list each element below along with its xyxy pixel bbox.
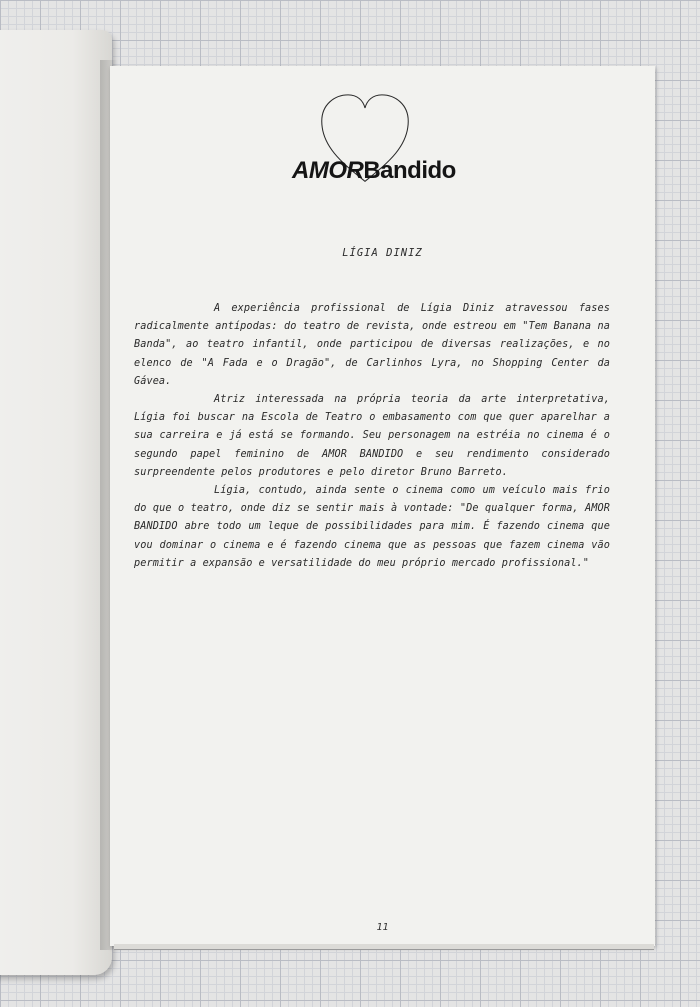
page-number: 11: [376, 922, 389, 933]
logo: [110, 92, 655, 192]
logo-bandido: Bandido: [363, 157, 456, 184]
page-edge: [114, 944, 654, 950]
paragraph: Lígia, contudo, ainda sente o cinema como um veículo mais frio do que o teatro, onde diz se sentir mais à vontade: "De qualquer forma, AMOR BANDIDO abre todo um leque de possibilidades para mim. É fazendo cinema que vou dominar o cinema e é fazendo cinema que as pessoas que fazem cinema vão permitir a expansão e versatilidade do meu próprio mercado profissional.": [134, 485, 610, 569]
logo-amor: AMOR: [292, 157, 364, 184]
document-title: LÍGIA DINIZ: [342, 247, 423, 259]
left-page: [0, 30, 112, 975]
document-page: [110, 66, 655, 946]
logo-wordmark: [292, 157, 456, 185]
paragraph: Atriz interessada na própria teoria da arte interpretativa, Lígia foi buscar na Escola de Teatro o embasamento com que quer aparelhar a sua carreira e já está se formando. Seu personagem na estréia no cinema é o segundo papel feminino de AMOR BANDIDO e seu rendimento considerado surpreendente pelos produtores e pelo diretor Bruno Barreto.: [134, 394, 610, 478]
paragraph: A experiência profissional de Lígia Diniz atravessou fases radicalmente antípodas: do teatro de revista, onde estreou em "Tem Banana na Banda", ao teatro infantil, onde participou de diversas realizações, e no elenco de "A Fada e o Dragão", de Carlinhos Lyra, no Shopping Center da Gávea.: [134, 303, 610, 387]
document-body: [134, 300, 610, 573]
